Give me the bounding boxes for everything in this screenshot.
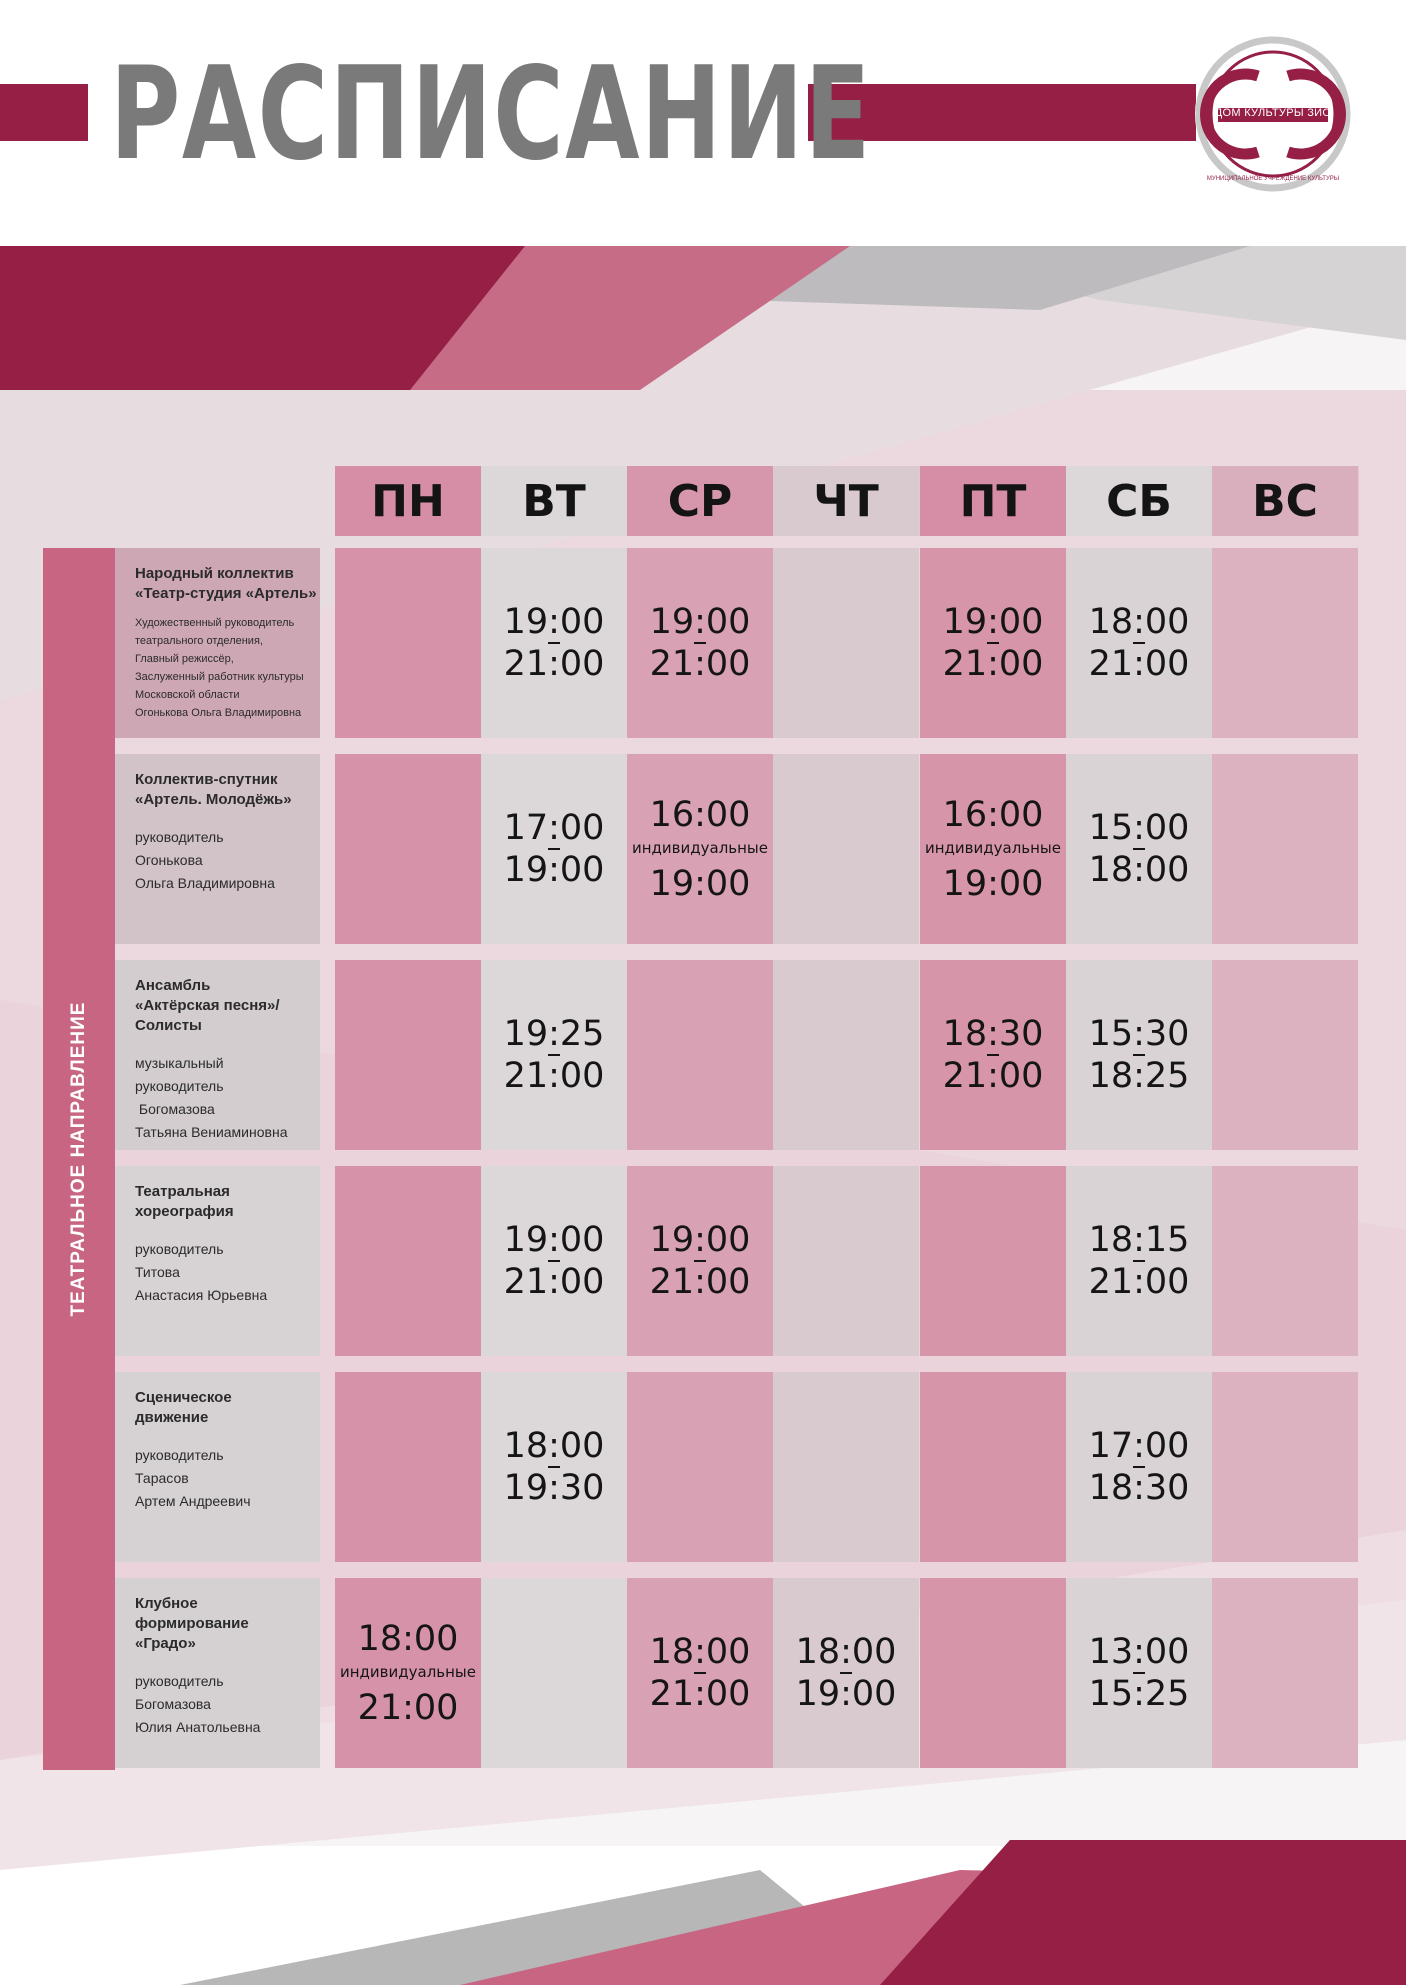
time-slot	[1066, 960, 1212, 1150]
end-time: 19:00	[649, 863, 751, 904]
schedule-cell	[773, 754, 919, 944]
group-name	[135, 1388, 320, 1428]
end-time: 19:30	[503, 1468, 605, 1508]
time-slot	[627, 754, 773, 944]
group-leader-line: руководитель	[135, 1447, 224, 1463]
group-leader-line: Огонькова	[135, 852, 203, 868]
start-time: 18:00	[503, 1426, 605, 1466]
day-header-2: ВТ	[481, 466, 627, 536]
end-time: 18:00	[1088, 850, 1190, 890]
time-slot	[1066, 1372, 1212, 1562]
time-slot	[1066, 548, 1212, 738]
end-time: 21:00	[503, 644, 605, 684]
time-slot	[481, 754, 627, 944]
start-time: 19:00	[503, 1220, 605, 1260]
day-header-5: ПТ	[920, 466, 1066, 536]
group-leader-line: Ольга Владимировна	[135, 875, 275, 891]
slot-note: индивидуальные	[924, 838, 1061, 857]
group-leader-line: театрального отделения,	[135, 635, 263, 647]
end-time: 21:00	[503, 1262, 605, 1302]
schedule-cell	[920, 1372, 1066, 1562]
group-name-line: Народный коллектив	[135, 565, 294, 582]
group-leader	[135, 826, 320, 895]
start-time: 18:00	[357, 1618, 459, 1659]
schedule-cell	[1212, 960, 1358, 1150]
group-name-line: «Театр-студия «Артель»	[135, 585, 317, 602]
start-time: 17:00	[503, 808, 605, 848]
schedule-cell	[335, 548, 481, 738]
group-name-line: хореография	[135, 1203, 234, 1220]
end-time: 21:00	[649, 1674, 751, 1714]
group-leader-line: музыкальный	[135, 1055, 224, 1071]
logo-name: ДОМ КУЛЬТУРЫ ЗИО	[1214, 107, 1332, 119]
slot-note: индивидуальные	[631, 838, 768, 857]
schedule-cell	[335, 754, 481, 944]
start-time: 15:00	[1088, 808, 1190, 848]
group-name	[135, 1594, 320, 1654]
time-slot	[481, 1166, 627, 1356]
end-time: 15:25	[1088, 1674, 1190, 1714]
group-leader-line: Огонькова Ольга Владимировна	[135, 707, 302, 719]
time-slot	[335, 1578, 481, 1768]
group-leader	[135, 1052, 320, 1144]
group-leader-line: руководитель	[135, 1078, 224, 1094]
schedule-cell	[627, 1372, 773, 1562]
start-time: 17:00	[1088, 1426, 1190, 1466]
schedule-cell	[627, 960, 773, 1150]
end-time: 21:00	[942, 644, 1044, 684]
group-label	[115, 754, 320, 944]
end-time: 21:00	[357, 1687, 459, 1728]
group-label	[115, 1372, 320, 1562]
group-leader-line: Тарасов	[135, 1470, 189, 1486]
group-leader	[135, 1444, 320, 1513]
group-leader-line: Художественный руководитель	[135, 617, 295, 629]
start-time: 18:00	[649, 1632, 751, 1672]
end-time: 19:00	[795, 1674, 897, 1714]
day-header-1: ПН	[335, 466, 481, 536]
group-leader-line: Московской области	[135, 689, 240, 701]
group-leader-line: руководитель	[135, 1673, 224, 1689]
group-leader-line: Юлия Анатольевна	[135, 1719, 261, 1735]
group-name-line: «Градо»	[135, 1635, 196, 1652]
group-label	[115, 1578, 320, 1768]
schedule-cell	[481, 1578, 627, 1768]
day-header-4: ЧТ	[773, 466, 919, 536]
start-time: 18:30	[942, 1014, 1044, 1054]
time-slot	[773, 1578, 919, 1768]
schedule-cell	[920, 1578, 1066, 1768]
group-leader-line: Титова	[135, 1264, 180, 1280]
group-leader-line: руководитель	[135, 829, 224, 845]
schedule-cell	[773, 548, 919, 738]
slot-note: индивидуальные	[339, 1662, 476, 1681]
page-title: РАСПИСАНИЕ	[110, 40, 872, 189]
group-leader-line: Богомазова	[135, 1101, 215, 1117]
group-name-line: Клубное	[135, 1595, 198, 1612]
start-time: 18:00	[795, 1632, 897, 1672]
group-name-line: Сценическое	[135, 1389, 232, 1406]
day-header-3: СР	[627, 466, 773, 536]
schedule-cell	[335, 1372, 481, 1562]
group-name-line: Солисты	[135, 1017, 202, 1034]
day-header-7: ВС	[1212, 466, 1358, 536]
end-time: 21:00	[1088, 1262, 1190, 1302]
group-label	[115, 960, 320, 1150]
group-leader-line: руководитель	[135, 1241, 224, 1257]
logo	[1188, 34, 1358, 194]
time-slot	[1066, 1578, 1212, 1768]
schedule-cell	[773, 1372, 919, 1562]
start-time: 13:00	[1088, 1632, 1190, 1672]
time-slot	[627, 1578, 773, 1768]
time-slot	[481, 960, 627, 1150]
start-time: 16:00	[942, 794, 1044, 835]
end-time: 21:00	[649, 1262, 751, 1302]
group-leader-line: Татьяна Вениаминовна	[135, 1124, 288, 1140]
group-leader-line: Заслуженный работник культуры	[135, 671, 304, 683]
group-name	[135, 1182, 320, 1222]
direction-label: ТЕАТРАЛЬНОЕ НАПРАВЛЕНИЕ	[68, 1001, 89, 1317]
group-name-line: Коллектив-спутник	[135, 771, 278, 788]
end-time: 19:00	[503, 850, 605, 890]
group-leader	[135, 614, 320, 722]
start-time: 19:00	[942, 602, 1044, 642]
schedule-cell	[335, 960, 481, 1150]
start-time: 18:15	[1088, 1220, 1190, 1260]
time-slot	[1066, 754, 1212, 944]
end-time: 21:00	[503, 1056, 605, 1096]
start-time: 16:00	[649, 794, 751, 835]
time-slot	[481, 548, 627, 738]
time-slot	[920, 960, 1066, 1150]
time-slot	[627, 548, 773, 738]
start-time: 19:00	[649, 602, 751, 642]
group-name-line: Ансамбль	[135, 977, 211, 994]
group-name	[135, 770, 320, 810]
time-slot	[920, 754, 1066, 944]
end-time: 21:00	[649, 644, 751, 684]
schedule-cell	[773, 1166, 919, 1356]
time-slot	[627, 1166, 773, 1356]
group-leader	[135, 1670, 320, 1739]
group-label	[115, 1166, 320, 1356]
group-leader-line: Главный режиссёр,	[135, 653, 234, 665]
end-time: 18:30	[1088, 1468, 1190, 1508]
day-header-6: СБ	[1066, 466, 1212, 536]
group-name	[135, 564, 320, 604]
schedule-cell	[335, 1166, 481, 1356]
group-name	[135, 976, 320, 1036]
end-time: 19:00	[942, 863, 1044, 904]
schedule-cell	[1212, 1372, 1358, 1562]
group-name-line: «Артель. Молодёжь»	[135, 791, 292, 808]
schedule-cell	[1212, 754, 1358, 944]
start-time: 15:30	[1088, 1014, 1190, 1054]
time-slot	[481, 1372, 627, 1562]
end-time: 21:00	[942, 1056, 1044, 1096]
end-time: 18:25	[1088, 1056, 1190, 1096]
schedule-cell	[920, 1166, 1066, 1356]
logo-subtitle: МУНИЦИПАЛЬНОЕ УЧРЕЖДЕНИЕ КУЛЬТУРЫ	[1206, 176, 1340, 182]
group-name-line: Театральная	[135, 1183, 230, 1200]
schedule-cell	[773, 960, 919, 1150]
group-leader-line: Артем Андреевич	[135, 1493, 251, 1509]
start-time: 19:00	[503, 602, 605, 642]
group-leader	[135, 1238, 320, 1307]
start-time: 18:00	[1088, 602, 1190, 642]
time-slot	[1066, 1166, 1212, 1356]
group-name-line: «Актёрская песня»/	[135, 997, 280, 1014]
group-name-line: движение	[135, 1409, 209, 1426]
schedule-cell	[1212, 1166, 1358, 1356]
schedule-cell	[1212, 1578, 1358, 1768]
group-leader-line: Анастасия Юрьевна	[135, 1287, 268, 1303]
start-time: 19:00	[649, 1220, 751, 1260]
start-time: 19:25	[503, 1014, 605, 1054]
group-label	[115, 548, 320, 738]
group-leader-line: Богомазова	[135, 1696, 211, 1712]
end-time: 21:00	[1088, 644, 1190, 684]
time-slot	[920, 548, 1066, 738]
schedule-cell	[1212, 548, 1358, 738]
group-name-line: формирование	[135, 1615, 249, 1632]
